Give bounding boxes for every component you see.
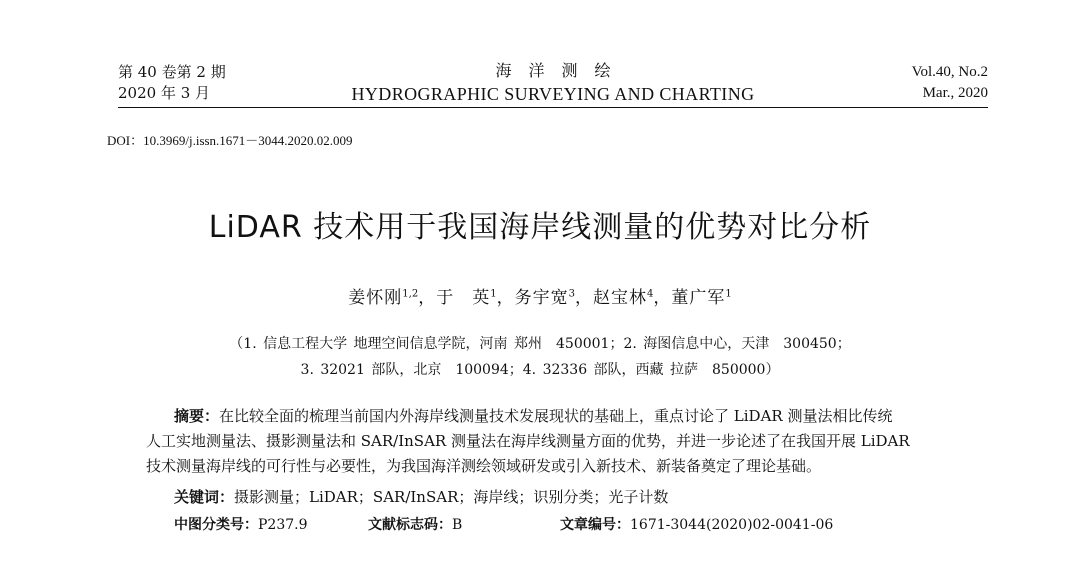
affiliation-line-1: （1. 信息工程大学 地理空间信息学院，河南 郑州 450001；2. 海图信息中心，天津 300450； [229,336,851,352]
author-affil-mark: 1,2 [402,288,419,300]
author-separator: ， [418,288,437,308]
article-number [560,514,833,534]
keywords-label: 关键词： [174,488,235,506]
volume-en: Vol.40, No.2 [911,64,988,80]
doc-code-label: 文献标志码： [368,517,452,533]
date-cn: 2020 年 3 月 [118,84,211,102]
author-name: 于 英 [436,288,491,308]
keywords [174,486,668,507]
doi: DOI：10.3969/j.issn.1671－3044.2020.02.009 [107,133,353,148]
author-name: 董广军 [671,288,726,308]
doc-code-value: B [452,517,463,533]
clc-label: 中图分类号： [174,517,258,533]
author-affil-mark: 1 [490,288,497,300]
running-header [118,60,988,106]
abstract-label: 摘要： [174,407,220,425]
abstract-text-1: 在比较全面的梳理当前国内外海岸线测量技术发展现状的基础上，重点讨论了 LiDAR 测量法相比传统 [219,407,893,425]
author-affil-mark: 1 [725,288,732,300]
author-name: 务宇宽 [514,288,569,308]
author-affil-mark: 4 [646,288,654,300]
journal-name-cn: 海洋测绘 [495,61,628,80]
author-separator: ， [496,288,515,308]
issue-cn: 第 40 卷第 2 期 [118,63,226,81]
author-list [0,283,1080,308]
header-rule [118,107,988,108]
abstract-line-2: 人工实地测量法、摄影测量法和 SAR/InSAR 测量法在海岸线测量方面的优势，并进一步论述了在我国开展 LiDAR [146,432,910,450]
author-name: 赵宝林 [592,288,647,308]
clc-number [174,514,368,534]
author-name: 姜怀刚 [348,288,403,308]
header-center [118,60,988,106]
classification-meta [174,514,833,534]
author-separator: ， [574,288,593,308]
journal-name-en: HYDROGRAPHIC SURVEYING AND CHARTING [351,84,755,104]
abstract [146,404,988,479]
date-en: Mar., 2020 [922,85,988,101]
clc-value: P237.9 [258,517,308,533]
abstract-line-3: 技术测量海岸线的可行性与必要性，为我国海洋测绘领域研发或引入新技术、新装备奠定了理论基础。 [146,457,822,475]
article-number-value: 1671-3044(2020)02-0041-06 [630,517,834,533]
keywords-value: 摄影测量；LiDAR；SAR/InSAR；海岸线；识别分类；光子计数 [234,488,669,506]
paper-title: LiDAR 技术用于我国海岸线测量的优势对比分析 [208,210,872,245]
abstract-line-1 [146,404,988,429]
document-code [368,514,560,534]
author-affil-mark: 3 [568,288,575,300]
header-right [912,62,988,104]
affiliation-line-2: 3. 32021 部队，北京 100094；4. 32336 部队，西藏 拉萨 850000） [300,362,780,378]
author-separator: ， [653,288,672,308]
article-number-label: 文章编号： [560,517,630,533]
